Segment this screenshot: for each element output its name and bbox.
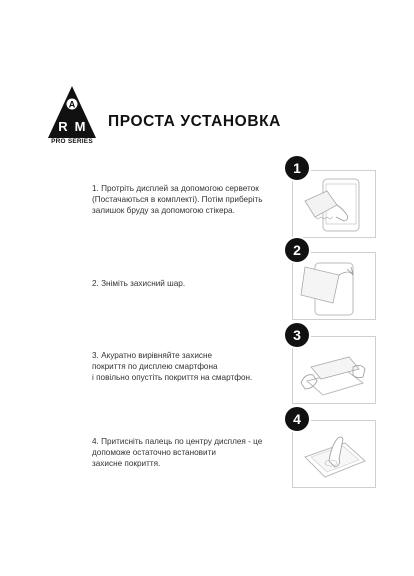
logo-subtitle: PRO SERIES [51, 138, 93, 145]
step-4-badge: 4 [285, 407, 309, 431]
step-2-line: 2. Зніміть захисний шар. [92, 279, 186, 288]
logo-letter-m: M [74, 119, 86, 134]
logo-triangle-icon [46, 84, 98, 140]
arm-logo [46, 84, 98, 150]
wipe-phone-icon [293, 171, 375, 237]
step-1-text [92, 183, 282, 216]
step-3-line: покриття по дисплею смартфона [92, 362, 218, 371]
step-4-line: захисне покриття. [92, 459, 161, 468]
press-finger-icon [293, 421, 375, 487]
step-3-text [92, 350, 282, 383]
step-1-illustration [292, 170, 376, 238]
step-1-line: 1. Протріть дисплей за допомогою серветок [92, 184, 259, 193]
step-3-line: 3. Акуратно вирівняйте захисне [92, 351, 213, 360]
step-3-line: і повільно опустіть покриття на смартфон. [92, 373, 253, 382]
step-2-illustration [292, 252, 376, 320]
step-4-illustration [292, 420, 376, 488]
step-4-line: 4. Притисніть палець по центру дисплея - це [92, 437, 263, 446]
step-3-badge: 3 [285, 323, 309, 347]
logo-letter-a: A [68, 99, 76, 110]
align-film-icon [293, 337, 375, 403]
step-2-badge: 2 [285, 238, 309, 262]
page-title: ПРОСТА УСТАНОВКА [108, 113, 281, 130]
peel-layer-icon [293, 253, 375, 319]
step-1-line: (Постачаються в комплекті). Потім приберіть [92, 195, 263, 204]
step-1-badge: 1 [285, 156, 309, 180]
step-2-text [92, 278, 282, 289]
step-4-line: допоможе остаточно встановити [92, 448, 216, 457]
logo-letter-r: R [58, 119, 68, 134]
step-3-illustration [292, 336, 376, 404]
step-1-line: залишок бруду за допомогою стікера. [92, 206, 235, 215]
step-4-text [92, 436, 282, 469]
